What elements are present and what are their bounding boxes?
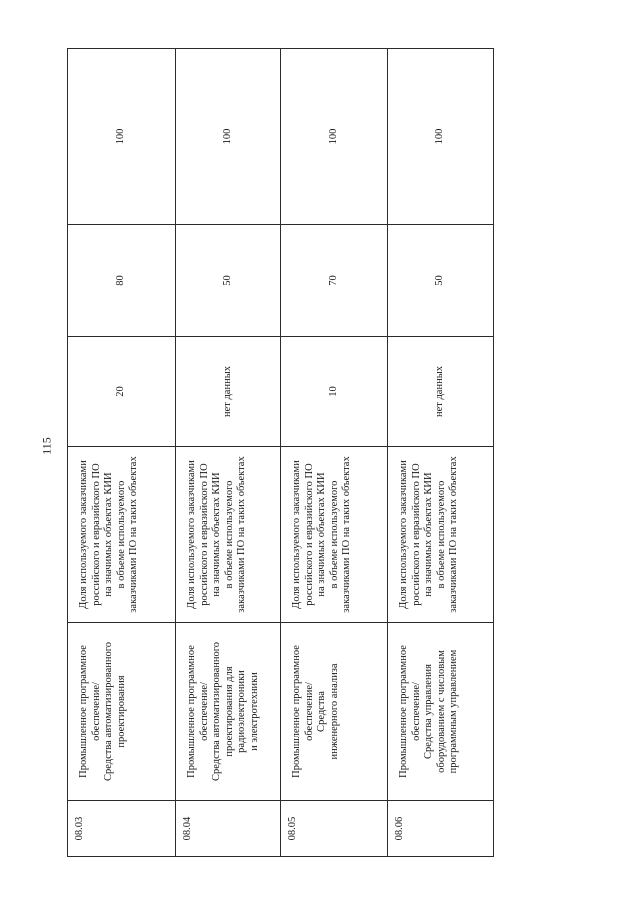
- row-value-1: нет данных: [388, 337, 494, 447]
- rotated-table: [67, 49, 493, 857]
- row-value-1: нет данных: [176, 337, 281, 447]
- row-value-3: 100: [388, 49, 494, 225]
- row-code: 08.06: [388, 801, 494, 857]
- table-row: [281, 49, 388, 857]
- row-code: 08.03: [68, 801, 176, 857]
- row-name: Промышленное программное обеспечение/ Средства автоматизированного проектирования: [68, 623, 176, 801]
- row-name: Промышленное программное обеспечение/ Средства управления оборудованием с числовым программным управлением: [388, 623, 494, 801]
- row-indicator: Доля используемого заказчиками российского и евразийского ПО на значимых объектах КИИ в объеме используемого заказчиками ПО на таких объектах: [176, 447, 281, 623]
- table-row: [388, 49, 494, 857]
- row-value-2: 80: [68, 225, 176, 337]
- page-number: 115: [39, 437, 54, 455]
- row-value-2: 70: [281, 225, 388, 337]
- table-container: [67, 49, 493, 857]
- row-code: 08.05: [281, 801, 388, 857]
- row-value-1: 10: [281, 337, 388, 447]
- row-code: 08.04: [176, 801, 281, 857]
- row-value-2: 50: [388, 225, 494, 337]
- table-row: [176, 49, 281, 857]
- indicators-table: [67, 48, 494, 857]
- row-name: Промышленное программное обеспечение/ Средства инженерного анализа: [281, 623, 388, 801]
- row-value-2: 50: [176, 225, 281, 337]
- table-row: [68, 49, 176, 857]
- row-value-3: 100: [176, 49, 281, 225]
- row-value-1: 20: [68, 337, 176, 447]
- row-value-3: 100: [281, 49, 388, 225]
- row-value-3: 100: [68, 49, 176, 225]
- row-name: Промышленное программное обеспечение/ Средства автоматизированного проектирования для радиоэлектроники и электротехники: [176, 623, 281, 801]
- row-indicator: Доля используемого заказчиками российского и евразийского ПО на значимых объектах КИИ в объеме используемого заказчиками ПО на таких объектах: [68, 447, 176, 623]
- row-indicator: Доля используемого заказчиками российского и евразийского ПО на значимых объектах КИИ в объеме используемого заказчиками ПО на таких объектах: [281, 447, 388, 623]
- row-indicator: Доля используемого заказчиками российского и евразийского ПО на значимых объектах КИИ в объеме используемого заказчиками ПО на таких объектах: [388, 447, 494, 623]
